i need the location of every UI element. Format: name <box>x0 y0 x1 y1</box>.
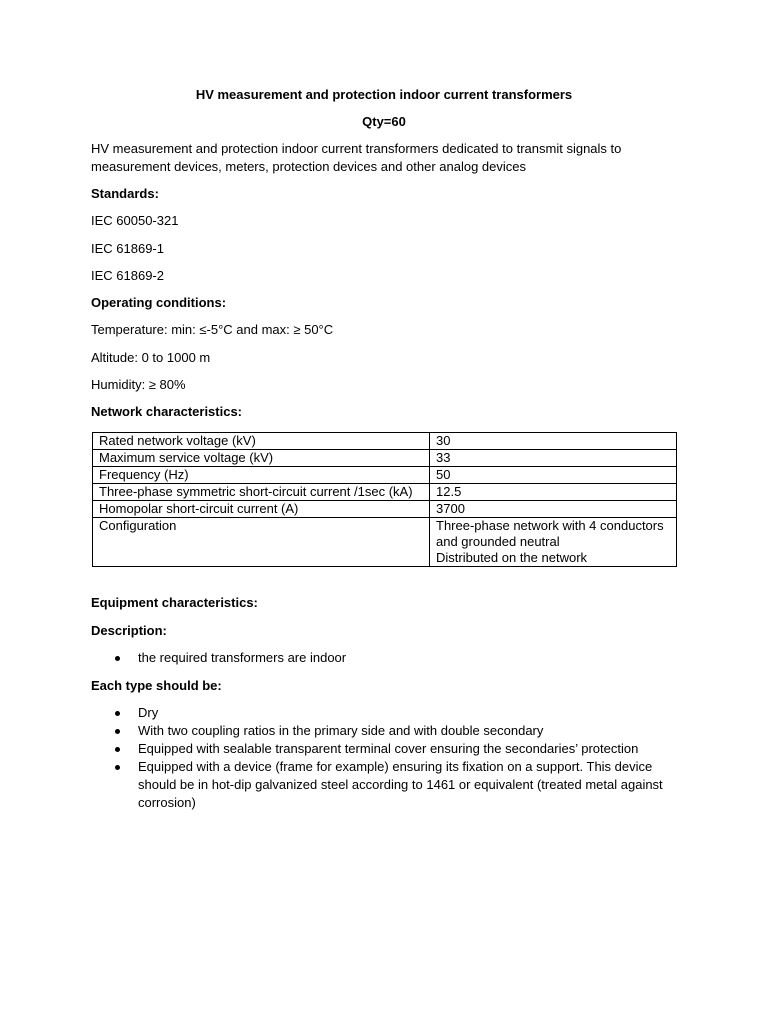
standard-item: IEC 61869-2 <box>91 268 164 283</box>
bullet-icon <box>115 656 120 661</box>
config-value-line-2: and grounded neutral <box>436 534 560 549</box>
table-cell-label: Three-phase symmetric short-circuit current /1sec (kA) <box>93 484 430 501</box>
table-cell-value: 3700 <box>430 501 677 518</box>
table-row <box>93 484 677 501</box>
equipment-heading: Equipment characteristics: <box>91 595 258 610</box>
description-heading: Description: <box>91 623 167 638</box>
list-item-text: the required transformers are indoor <box>138 650 347 665</box>
table-row <box>93 450 677 467</box>
intro-line-2: measurement devices, meters, protection devices and other analog devices <box>91 159 527 174</box>
list-item-text: With two coupling ratios in the primary side and with double secondary <box>138 723 544 738</box>
temperature-line: Temperature: min: ≤-5°C and max: ≥ 50°C <box>91 322 334 337</box>
table-cell-label: Configuration <box>93 518 430 567</box>
table-cell-value: 33 <box>430 450 677 467</box>
table-cell-label: Rated network voltage (kV) <box>93 433 430 450</box>
document-title: HV measurement and protection indoor current transformers <box>195 87 573 102</box>
humidity-line: Humidity: ≥ 80% <box>91 377 186 392</box>
list-item <box>112 740 692 758</box>
table-cell-value <box>430 518 677 567</box>
table-row <box>93 501 677 518</box>
table-cell-value: 30 <box>430 433 677 450</box>
bullet-icon <box>115 765 120 770</box>
config-value-line-1: Three-phase network with 4 conductors <box>436 518 664 533</box>
table-row-configuration <box>93 518 677 567</box>
operating-conditions-heading: Operating conditions: <box>91 295 227 310</box>
network-heading: Network characteristics: <box>91 404 243 419</box>
altitude-line: Altitude: 0 to 1000 m <box>91 350 211 365</box>
bullet-icon <box>115 747 120 752</box>
intro-line-1: HV measurement and protection indoor current transformers dedicated to transmit signals to <box>91 141 622 156</box>
list-item-text-line-1: Equipped with a device (frame for example) ensuring its fixation on a support. This device <box>138 759 653 774</box>
table-cell-value: 12.5 <box>430 484 677 501</box>
standards-heading: Standards: <box>91 186 159 201</box>
standard-item: IEC 60050-321 <box>91 213 179 228</box>
config-value-line-3: Distributed on the network <box>436 550 588 565</box>
network-characteristics-table <box>92 432 677 567</box>
table-row <box>93 433 677 450</box>
each-type-list <box>112 704 692 812</box>
list-item <box>112 758 692 812</box>
list-item-text: Equipped with sealable transparent terminal cover ensuring the secondaries’ protection <box>138 741 639 756</box>
list-item <box>112 704 692 722</box>
standard-item: IEC 61869-1 <box>91 241 164 256</box>
table-cell-label: Frequency (Hz) <box>93 467 430 484</box>
list-item-text-line-2: should be in hot-dip galvanized steel according to 1461 or equivalent (treated metal against <box>138 777 663 792</box>
table-cell-label: Maximum service voltage (kV) <box>93 450 430 467</box>
list-item-text-line-3: corrosion) <box>138 795 196 810</box>
table-row <box>93 467 677 484</box>
table-cell-label: Homopolar short-circuit current (A) <box>93 501 430 518</box>
table-cell-value: 50 <box>430 467 677 484</box>
list-item <box>112 649 692 667</box>
bullet-icon <box>115 711 120 716</box>
list-item <box>112 722 692 740</box>
quantity-line: Qty=60 <box>362 114 406 129</box>
list-item-text: Dry <box>138 705 159 720</box>
description-list <box>112 649 692 667</box>
bullet-icon <box>115 729 120 734</box>
each-type-heading: Each type should be: <box>91 678 222 693</box>
